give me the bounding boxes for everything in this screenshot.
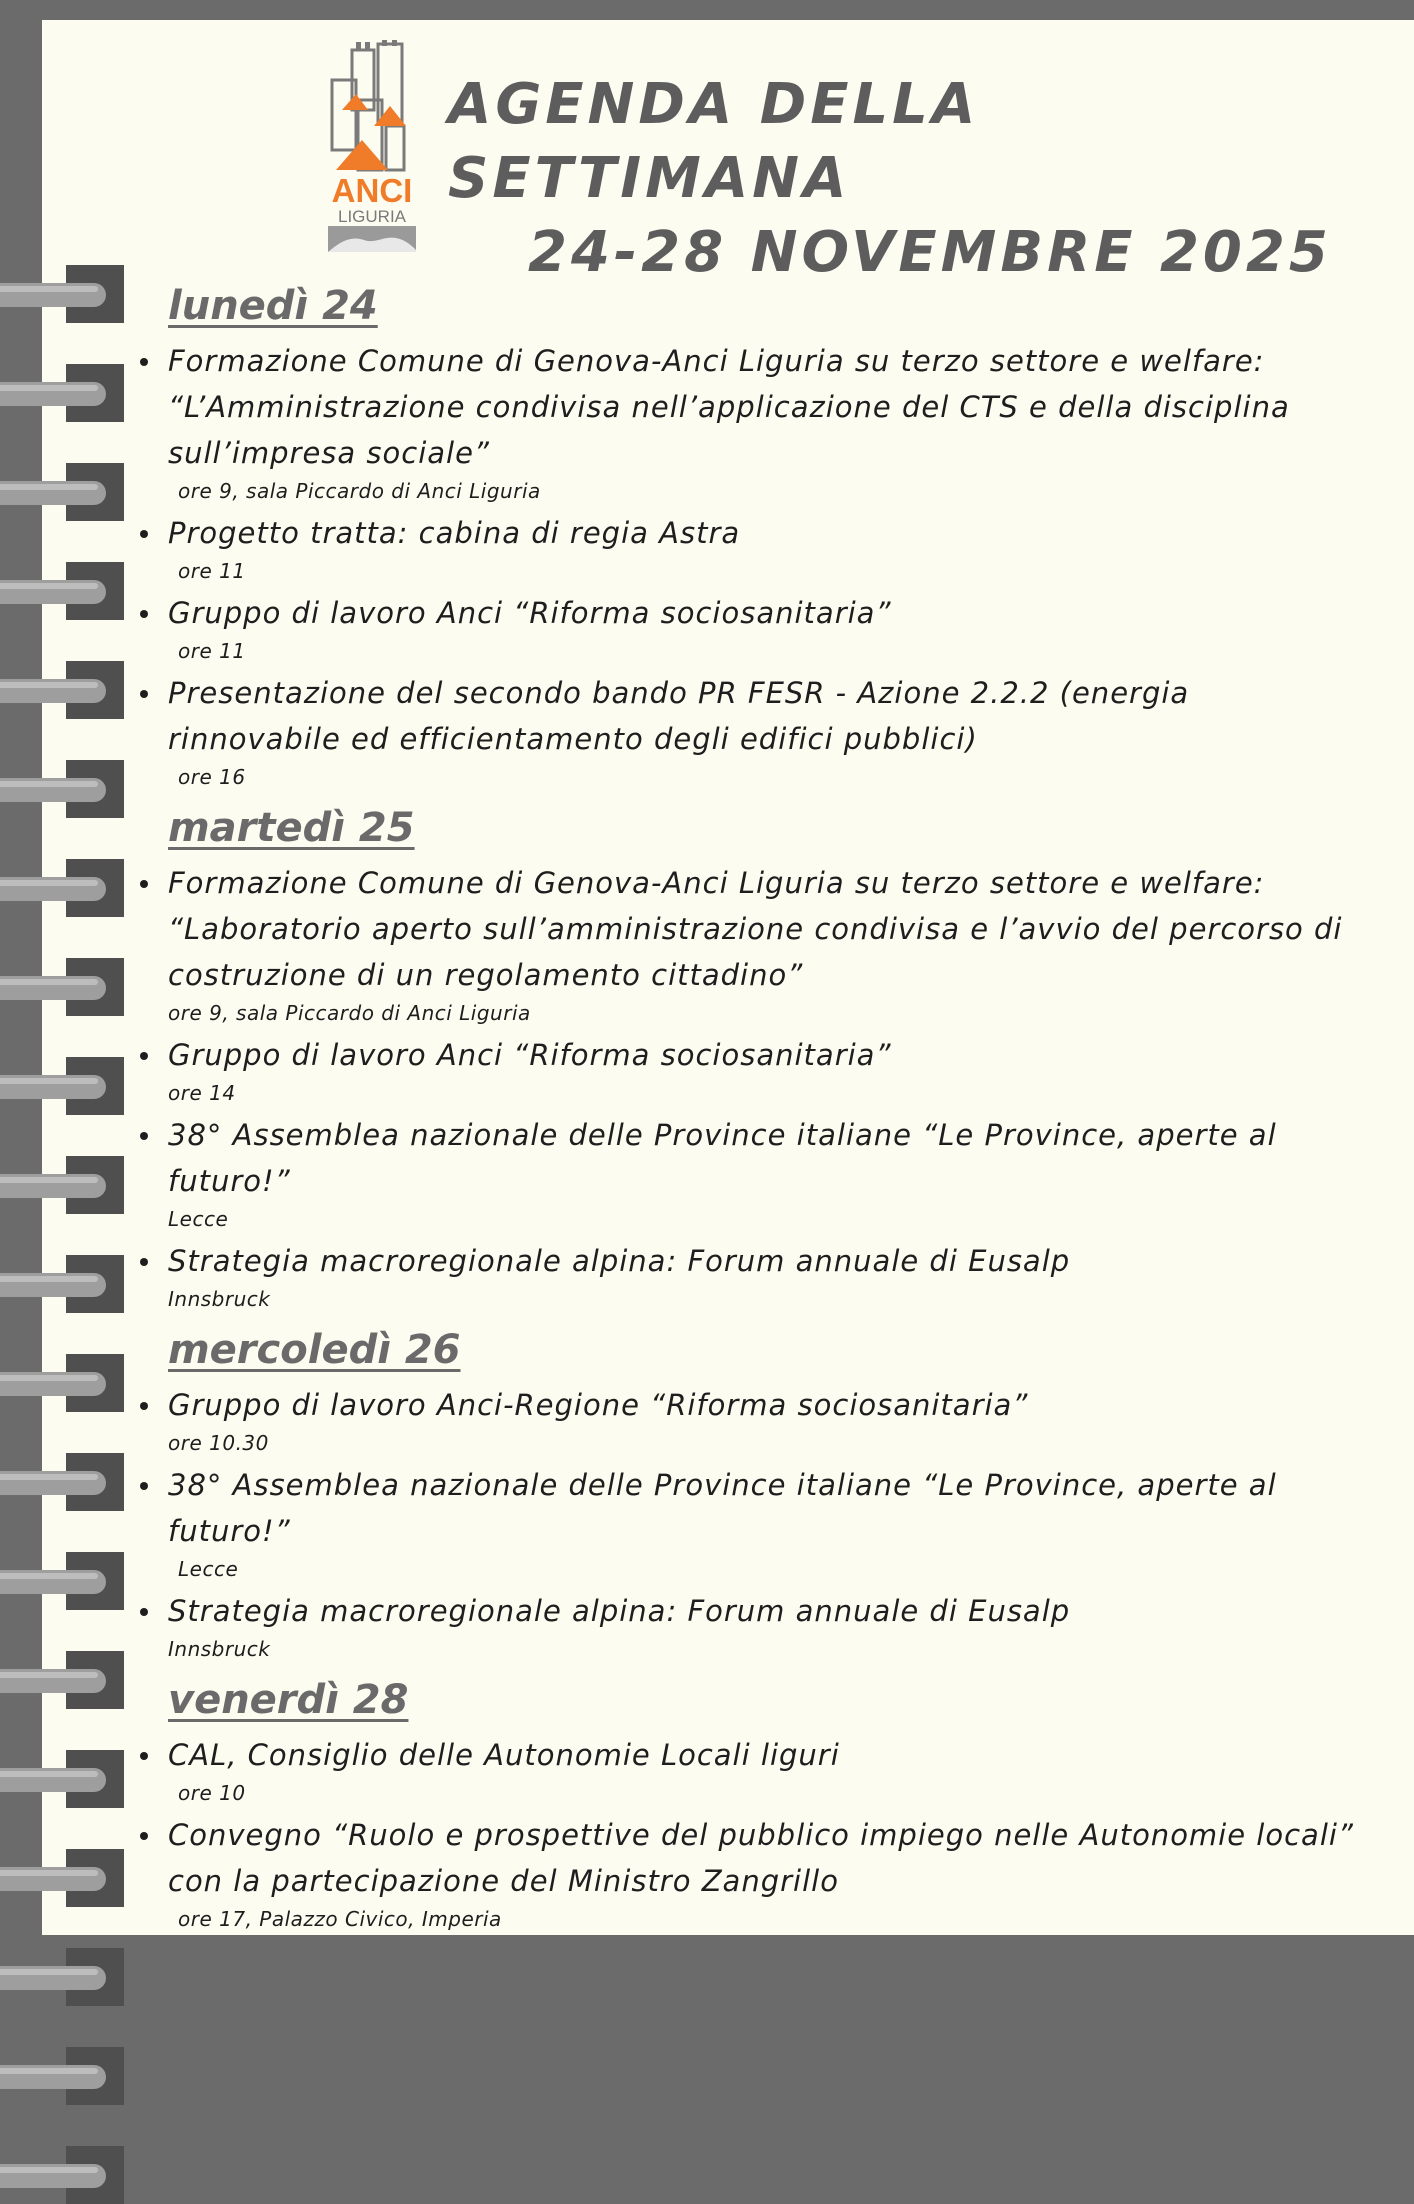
event-title: Strategia macroregionale alpina: Forum annuale di Eusalp [168,1244,1071,1278]
event-title: Gruppo di lavoro Anci “Riforma sociosanitaria” [168,596,892,630]
binding-ring [0,1651,130,1709]
event-title: Gruppo di lavoro Anci “Riforma sociosanitaria” [168,1038,892,1072]
list-item [140,1462,1360,1584]
list-item [140,1732,1360,1808]
binding-ring [0,1354,130,1412]
page-title [440,68,1360,290]
event-title: CAL, Consiglio delle Autonomie Locali liguri [168,1738,840,1772]
binding-ring [0,562,130,620]
event-title: Convegno “Ruolo e prospettive del pubblico impiego nelle Autonomie locali” con la partecipazione del Ministro Zangrillo [168,1818,1354,1898]
event-detail: ore 11 [178,559,246,583]
binding-ring [0,2146,130,2204]
binding-ring [0,661,130,719]
list-item [140,1238,1360,1314]
event-title: Strategia macroregionale alpina: Forum annuale di Eusalp [168,1594,1071,1628]
event-detail: ore 16 [178,765,246,789]
list-item [140,670,1360,792]
binding-ring [0,1552,130,1610]
event-title: Formazione Comune di Genova-Anci Liguria su terzo settore e welfare: “L’Amministrazione condivisa nell’applicazione del CTS e della disciplina sull’impresa sociale” [168,344,1290,470]
agenda-content [140,280,1360,1944]
list-item [140,1032,1360,1108]
anci-liguria-logo [322,40,422,255]
binding-ring [0,1750,130,1808]
binding-ring [0,1948,130,2006]
binding-ring [0,859,130,917]
event-detail: ore 10.30 [168,1431,269,1455]
event-detail: ore 17, Palazzo Civico, Imperia [178,1907,502,1931]
event-title: 38° Assemblea nazionale delle Province italiane “Le Province, aperte al futuro!” [168,1468,1277,1548]
list-item [140,590,1360,666]
binding-ring [0,463,130,521]
binding-ring [0,265,130,323]
binding-ring [0,1453,130,1511]
event-detail: Lecce [168,1207,229,1231]
event-detail: ore 9, sala Piccardo di Anci Liguria [178,479,541,503]
spiral-binding [0,0,130,1935]
list-item [140,1588,1360,1664]
binding-ring [0,2047,130,2105]
day-heading: martedì 25 [168,805,415,851]
day-heading: mercoledì 26 [168,1327,461,1373]
event-detail: ore 14 [168,1081,236,1105]
binding-ring [0,364,130,422]
day-heading: lunedì 24 [168,283,378,329]
event-title: Presentazione del secondo bando PR FESR - Azione 2.2.2 (energia rinnovabile ed efficientamento degli edifici pubblici) [168,676,1190,756]
event-detail: Innsbruck [168,1287,271,1311]
event-title: 38° Assemblea nazionale delle Province italiane “Le Province, aperte al futuro!” [168,1118,1277,1198]
event-title: Gruppo di lavoro Anci-Regione “Riforma sociosanitaria” [168,1388,1029,1422]
logo-anci-text: ANCI [331,172,413,209]
list-item [140,860,1360,1028]
event-detail: ore 9, sala Piccardo di Anci Liguria [168,1001,531,1025]
day-section-monday [140,280,1360,792]
list-item [140,1812,1360,1934]
binding-ring [0,760,130,818]
binding-ring [0,1255,130,1313]
day-heading: venerdì 28 [168,1677,409,1723]
title-line-1: AGENDA DELLA SETTIMANA [448,72,980,211]
list-item [140,1382,1360,1458]
day-section-tuesday [140,802,1360,1314]
list-item [140,338,1360,506]
event-detail: Innsbruck [168,1637,271,1661]
day-section-wednesday [140,1324,1360,1664]
binding-ring [0,1057,130,1115]
list-item [140,510,1360,586]
day-section-friday [140,1674,1360,1934]
binding-ring [0,1156,130,1214]
event-detail: ore 11 [178,639,246,663]
title-line-2: 24-28 NOVEMBRE 2025 [528,220,1332,285]
binding-ring [0,958,130,1016]
list-item [140,1112,1360,1234]
event-detail: Lecce [178,1557,239,1581]
binding-ring [0,1849,130,1907]
logo-liguria-text: LIGURIA [337,207,407,226]
event-title: Formazione Comune di Genova-Anci Liguria su terzo settore e welfare: “Laboratorio aperto sull’amministrazione condivisa e l’avvio del percorso di costruzione di un regolamento cittadino” [168,866,1343,992]
event-detail: ore 10 [178,1781,246,1805]
event-title: Progetto tratta: cabina di regia Astra [168,516,741,550]
